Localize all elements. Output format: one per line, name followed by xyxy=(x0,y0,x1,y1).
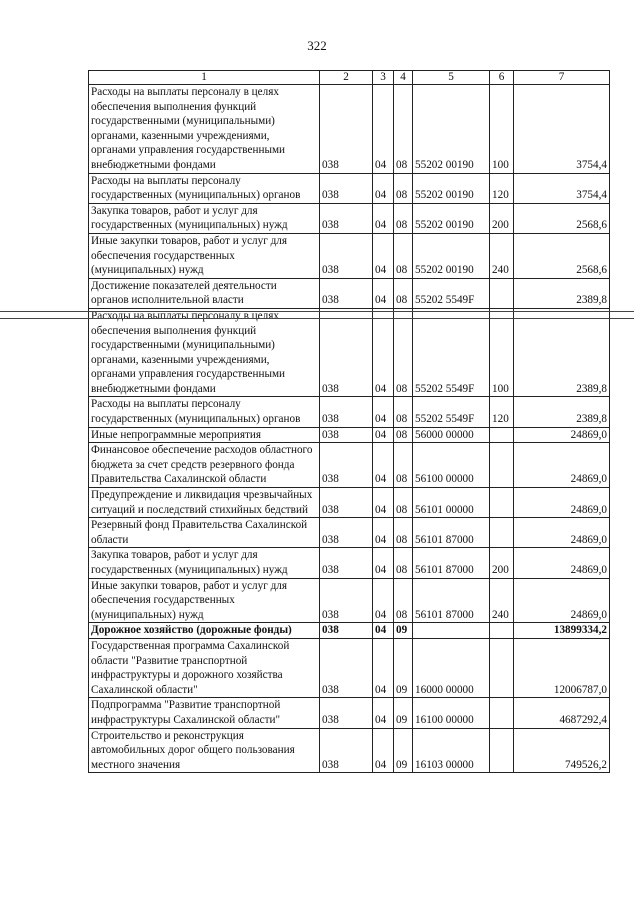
code-cell: 200 xyxy=(490,203,514,233)
amount-cell: 2389,8 xyxy=(514,308,610,397)
code-cell: 120 xyxy=(490,173,514,203)
amount-cell: 13899334,2 xyxy=(514,623,610,639)
table-row xyxy=(89,308,610,397)
code-cell: 038 xyxy=(320,233,373,278)
header-cell: 6 xyxy=(490,71,514,85)
row-name-cell: Государственная программа Сахалинской области "Развитие транспортной инфраструктуры и дорожного хозяйства Сахалинской области" xyxy=(89,638,320,697)
row-name-cell: Иные непрограммные мероприятия xyxy=(89,427,320,443)
row-name-cell: Предупреждение и ликвидация чрезвычайных ситуаций и последствий стихийных бедствий xyxy=(89,488,320,518)
row-name-cell: Иные закупки товаров, работ и услуг для обеспечения государственных (муниципальных) нужд xyxy=(89,233,320,278)
code-cell: 55202 5549F xyxy=(413,397,490,427)
code-cell: 240 xyxy=(490,233,514,278)
row-name-cell: Достижение показателей деятельности органов исполнительной власти xyxy=(89,278,320,308)
code-cell xyxy=(413,623,490,639)
code-cell xyxy=(490,278,514,308)
code-cell: 55202 5549F xyxy=(413,308,490,397)
table-row xyxy=(89,728,610,773)
amount-cell: 24869,0 xyxy=(514,548,610,578)
row-name-cell: Расходы на выплаты персоналу государственных (муниципальных) органов xyxy=(89,397,320,427)
code-cell: 04 xyxy=(373,278,394,308)
table-row xyxy=(89,85,610,174)
header-cell: 2 xyxy=(320,71,373,85)
code-cell: 04 xyxy=(373,488,394,518)
code-cell: 04 xyxy=(373,638,394,697)
code-cell: 08 xyxy=(394,203,413,233)
code-cell: 08 xyxy=(394,233,413,278)
table-row xyxy=(89,397,610,427)
code-cell: 038 xyxy=(320,548,373,578)
code-cell: 04 xyxy=(373,85,394,174)
table-row xyxy=(89,578,610,623)
code-cell xyxy=(490,638,514,697)
code-cell: 04 xyxy=(373,233,394,278)
amount-cell: 2389,8 xyxy=(514,397,610,427)
code-cell: 08 xyxy=(394,578,413,623)
code-cell: 08 xyxy=(394,85,413,174)
table-row xyxy=(89,278,610,308)
code-cell: 09 xyxy=(394,728,413,773)
table-row xyxy=(89,698,610,728)
header-cell: 7 xyxy=(514,71,610,85)
code-cell: 56100 00000 xyxy=(413,443,490,488)
code-cell: 16100 00000 xyxy=(413,698,490,728)
header-cell: 1 xyxy=(89,71,320,85)
code-cell: 16000 00000 xyxy=(413,638,490,697)
row-name-cell: Строительство и реконструкция автомобильных дорог общего пользования местного значения xyxy=(89,728,320,773)
code-cell: 08 xyxy=(394,278,413,308)
table-row xyxy=(89,488,610,518)
code-cell: 08 xyxy=(394,518,413,548)
code-cell: 038 xyxy=(320,427,373,443)
code-cell: 240 xyxy=(490,578,514,623)
row-name-cell: Подпрограмма "Развитие транспортной инфраструктуры Сахалинской области" xyxy=(89,698,320,728)
code-cell: 04 xyxy=(373,443,394,488)
table-row xyxy=(89,623,610,639)
code-cell: 55202 5549F xyxy=(413,278,490,308)
code-cell: 55202 00190 xyxy=(413,203,490,233)
code-cell: 04 xyxy=(373,203,394,233)
code-cell: 56000 00000 xyxy=(413,427,490,443)
amount-cell: 2568,6 xyxy=(514,203,610,233)
page-number: 322 xyxy=(307,38,327,53)
code-cell: 038 xyxy=(320,488,373,518)
code-cell xyxy=(490,427,514,443)
amount-cell: 3754,4 xyxy=(514,85,610,174)
code-cell: 55202 00190 xyxy=(413,173,490,203)
code-cell: 038 xyxy=(320,638,373,697)
code-cell: 08 xyxy=(394,427,413,443)
table-row xyxy=(89,173,610,203)
table-body xyxy=(89,85,610,773)
code-cell: 16103 00000 xyxy=(413,728,490,773)
code-cell: 038 xyxy=(320,623,373,639)
code-cell: 04 xyxy=(373,548,394,578)
code-cell: 038 xyxy=(320,278,373,308)
row-name-cell: Дорожное хозяйство (дорожные фонды) xyxy=(89,623,320,639)
code-cell: 04 xyxy=(373,308,394,397)
code-cell: 56101 00000 xyxy=(413,488,490,518)
code-cell: 08 xyxy=(394,488,413,518)
code-cell: 04 xyxy=(373,518,394,548)
code-cell: 038 xyxy=(320,85,373,174)
code-cell: 100 xyxy=(490,308,514,397)
code-cell: 55202 00190 xyxy=(413,233,490,278)
code-cell: 04 xyxy=(373,698,394,728)
amount-cell: 2389,8 xyxy=(514,278,610,308)
code-cell: 038 xyxy=(320,728,373,773)
row-name-cell: Иные закупки товаров, работ и услуг для обеспечения государственных (муниципальных) нужд xyxy=(89,578,320,623)
code-cell xyxy=(490,698,514,728)
code-cell: 04 xyxy=(373,397,394,427)
code-cell: 038 xyxy=(320,308,373,397)
table-header-row xyxy=(89,71,610,85)
code-cell: 08 xyxy=(394,173,413,203)
table-row xyxy=(89,518,610,548)
code-cell: 200 xyxy=(490,548,514,578)
row-name-cell: Закупка товаров, работ и услуг для государственных (муниципальных) нужд xyxy=(89,548,320,578)
code-cell: 038 xyxy=(320,578,373,623)
code-cell: 09 xyxy=(394,623,413,639)
code-cell: 038 xyxy=(320,203,373,233)
code-cell: 09 xyxy=(394,638,413,697)
code-cell: 100 xyxy=(490,85,514,174)
code-cell: 120 xyxy=(490,397,514,427)
code-cell xyxy=(490,443,514,488)
code-cell: 08 xyxy=(394,548,413,578)
code-cell: 04 xyxy=(373,173,394,203)
amount-cell: 4687292,4 xyxy=(514,698,610,728)
row-name-cell: Резервный фонд Правительства Сахалинской области xyxy=(89,518,320,548)
budget-table xyxy=(88,70,610,773)
code-cell: 038 xyxy=(320,518,373,548)
code-cell xyxy=(490,488,514,518)
code-cell: 08 xyxy=(394,397,413,427)
code-cell: 56101 87000 xyxy=(413,518,490,548)
row-name-cell: Расходы на выплаты персоналу в целях обеспечения выполнения функций государственными (муниципальными) органами, казенными учреждениями, органами управления государственными внебюджетными фондами xyxy=(89,308,320,397)
amount-cell: 24869,0 xyxy=(514,578,610,623)
header-cell: 4 xyxy=(394,71,413,85)
amount-cell: 3754,4 xyxy=(514,173,610,203)
code-cell xyxy=(490,518,514,548)
header-cell: 5 xyxy=(413,71,490,85)
code-cell: 038 xyxy=(320,173,373,203)
code-cell: 038 xyxy=(320,698,373,728)
strike-line xyxy=(0,318,634,319)
amount-cell: 24869,0 xyxy=(514,488,610,518)
amount-cell: 24869,0 xyxy=(514,427,610,443)
amount-cell: 2568,6 xyxy=(514,233,610,278)
code-cell: 56101 87000 xyxy=(413,578,490,623)
strike-line xyxy=(0,311,634,312)
table-row xyxy=(89,233,610,278)
code-cell: 04 xyxy=(373,728,394,773)
table-row xyxy=(89,548,610,578)
code-cell: 038 xyxy=(320,443,373,488)
table-row xyxy=(89,638,610,697)
row-name-cell: Расходы на выплаты персоналу государственных (муниципальных) органов xyxy=(89,173,320,203)
code-cell xyxy=(490,728,514,773)
amount-cell: 24869,0 xyxy=(514,443,610,488)
code-cell: 55202 00190 xyxy=(413,85,490,174)
code-cell xyxy=(490,623,514,639)
table-row xyxy=(89,203,610,233)
row-name-cell: Закупка товаров, работ и услуг для государственных (муниципальных) нужд xyxy=(89,203,320,233)
row-name-cell: Расходы на выплаты персоналу в целях обеспечения выполнения функций государственными (муниципальными) органами, казенными учреждениями, органами управления государственными внебюджетными фондами xyxy=(89,85,320,174)
table-row xyxy=(89,443,610,488)
table-row xyxy=(89,427,610,443)
amount-cell: 749526,2 xyxy=(514,728,610,773)
code-cell: 04 xyxy=(373,578,394,623)
code-cell: 56101 87000 xyxy=(413,548,490,578)
amount-cell: 12006787,0 xyxy=(514,638,610,697)
code-cell: 04 xyxy=(373,427,394,443)
code-cell: 038 xyxy=(320,397,373,427)
code-cell: 08 xyxy=(394,308,413,397)
header-cell: 3 xyxy=(373,71,394,85)
code-cell: 04 xyxy=(373,623,394,639)
code-cell: 09 xyxy=(394,698,413,728)
amount-cell: 24869,0 xyxy=(514,518,610,548)
row-name-cell: Финансовое обеспечение расходов областного бюджета за счет средств резервного фонда Правительства Сахалинской области xyxy=(89,443,320,488)
code-cell: 08 xyxy=(394,443,413,488)
